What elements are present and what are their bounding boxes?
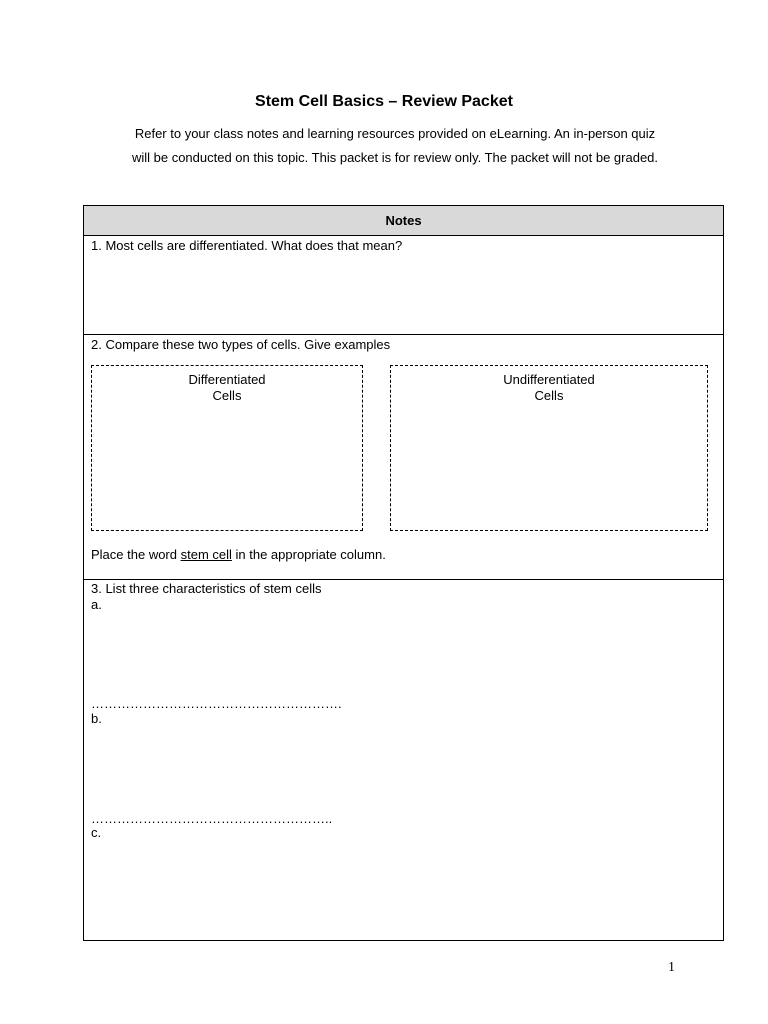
differentiated-label: Differentiated [188, 372, 266, 387]
item-b-dotted-line: ……………………………………………….. [91, 811, 333, 826]
stem-cell-keyword: stem cell [180, 547, 232, 562]
item-a-label[interactable]: a. [91, 597, 102, 612]
undifferentiated-cells-label: Cells [534, 388, 564, 403]
question-1-row[interactable] [84, 236, 723, 335]
intro-paragraph [100, 122, 690, 170]
item-b-label[interactable]: b. [91, 711, 102, 726]
differentiated-cells-label: Cells [212, 388, 242, 403]
placement-suffix: in the appropriate column. [231, 547, 386, 562]
undifferentiated-cells-box[interactable] [390, 365, 708, 531]
undifferentiated-label: Undifferentiated [503, 372, 595, 387]
notes-table [83, 205, 724, 941]
question-3-text: 3. List three characteristics of stem cells [91, 581, 322, 596]
placement-prefix: Place the word [91, 547, 181, 562]
page-number: 1 [668, 960, 675, 975]
item-c-label[interactable]: c. [91, 825, 102, 840]
question-2-text: 2. Compare these two types of cells. Give examples [91, 337, 391, 352]
question-2-row [84, 335, 723, 580]
page-title: Stem Cell Basics – Review Packet [255, 93, 513, 110]
item-a-dotted-line: …………………………………………………. [91, 696, 342, 711]
intro-line-2: will be conducted on this topic. This packet is for review only. The packet will not be graded. [131, 150, 659, 165]
notes-header: Notes [84, 206, 723, 236]
intro-line-1: Refer to your class notes and learning resources provided on eLearning. An in-person quiz [134, 126, 656, 141]
placement-instruction [91, 547, 386, 563]
differentiated-cells-box[interactable] [91, 365, 363, 531]
question-1-text: 1. Most cells are differentiated. What does that mean? [91, 238, 403, 253]
question-3-row [84, 580, 723, 940]
